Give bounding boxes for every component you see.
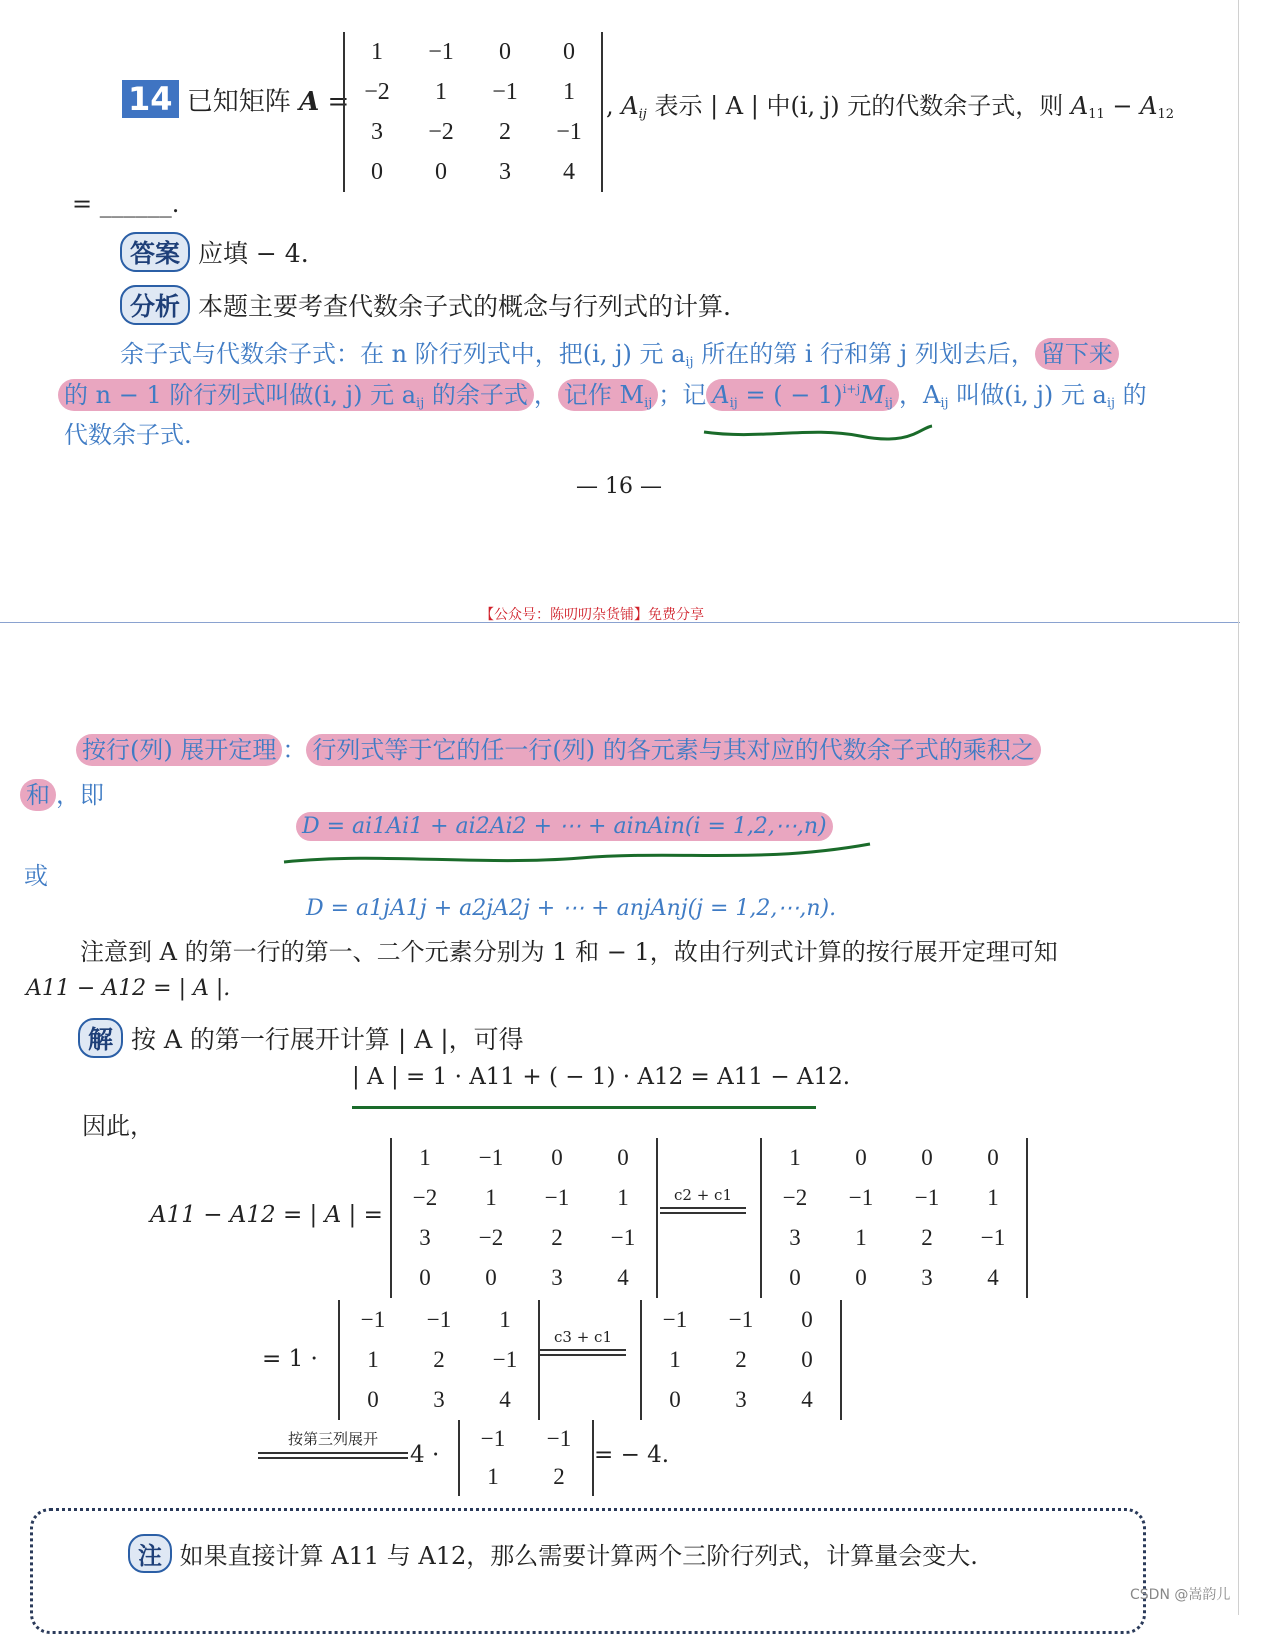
answer-text: 应填 − 4. — [197, 239, 309, 268]
matrix-cell: −2 — [478, 1225, 504, 1250]
analysis-line — [120, 285, 731, 325]
analysis-label: 分析 — [120, 285, 190, 325]
matrix-cell: 3 — [735, 1387, 747, 1412]
remark-label: 注 — [128, 1534, 172, 1573]
matrix-row — [391, 1138, 657, 1178]
matrix-row — [459, 1458, 593, 1496]
problem-blank: = ______. — [72, 190, 180, 218]
green-underline-3 — [352, 1106, 816, 1109]
matrix-cell: 3 — [921, 1265, 933, 1290]
matrix-row — [641, 1300, 841, 1340]
remark-text: 如果直接计算 A11 与 A12，那么需要计算两个三阶行列式，计算量会变大. — [179, 1542, 978, 1570]
theorem-formula-1: D = ai1Ai1 + ai2Ai2 + ⋯ + ainAin(i = 1,2,⋯,n) — [296, 814, 833, 839]
solution-lhs: A11 − A12 = | A | = — [150, 1202, 383, 1228]
matrix-cell: 0 — [371, 158, 383, 185]
matrix-row — [339, 1340, 539, 1380]
theorem-highlight-c: 和 — [20, 779, 56, 811]
matrix-row — [761, 1138, 1027, 1178]
matrix-row — [344, 152, 602, 192]
highlight-1: 留下来 — [1035, 338, 1119, 370]
matrix-cell: −1 — [662, 1307, 688, 1332]
problem-intro: 已知矩阵 — [186, 87, 291, 117]
matrix-cell: 0 — [563, 38, 575, 65]
matrix-cell: 1 — [487, 1464, 499, 1489]
problem-header: 14 已知矩阵 A = — [122, 80, 349, 118]
column-op-2: c3 + c1 — [540, 1328, 626, 1356]
matrix-cell: 3 — [433, 1387, 445, 1412]
solution-text: 按 A 的第一行展开计算 | A |，可得 — [130, 1025, 524, 1054]
matrix-row — [761, 1258, 1027, 1298]
definition-line-3: 代数余子式. — [64, 421, 192, 449]
matrix-row — [344, 32, 602, 72]
matrix-cell: 0 — [669, 1387, 681, 1412]
matrix-cell: 1 — [485, 1185, 497, 1210]
answer-line — [120, 232, 309, 272]
matrix-cell: 0 — [855, 1265, 867, 1290]
matrix-cell: 2 — [921, 1225, 933, 1250]
matrix-cell: 0 — [921, 1145, 933, 1170]
matrix-cell: 3 — [551, 1265, 563, 1290]
solution-label: 解 — [78, 1018, 123, 1058]
matrix-cell: −1 — [544, 1185, 570, 1210]
csdn-credit: CSDN @嵩韵儿 — [1130, 1587, 1231, 1603]
theorem-line-2: 和 ，即 — [20, 775, 104, 810]
matrix-row — [641, 1340, 841, 1380]
matrix-cell: 1 — [789, 1145, 801, 1170]
determinant-3 — [338, 1300, 540, 1420]
matrix-cell: 4 — [987, 1265, 999, 1290]
matrix-cell: 2 — [551, 1225, 563, 1250]
matrix-row — [391, 1178, 657, 1218]
matrix-cell: 1 — [987, 1185, 999, 1210]
matrix-cell: 1 — [435, 78, 447, 105]
page-number: — 16 — — [576, 474, 662, 499]
matrix-cell: −1 — [610, 1225, 636, 1250]
theorem-highlight-a: 按行(列) 展开定理 — [76, 734, 282, 766]
matrix-cell: 1 — [855, 1225, 867, 1250]
highlight-4: $A_{ij}$ = ( − $1)^{i+j}M_{ij}$ — [706, 379, 899, 411]
matrix-row — [761, 1218, 1027, 1258]
matrix-cell: 4 — [801, 1387, 813, 1412]
analysis-text: 本题主要考查代数余子式的概念与行列式的计算. — [197, 292, 731, 321]
therefore: 因此， — [82, 1112, 154, 1140]
remark-line — [128, 1534, 978, 1573]
matrix-cell: 2 — [433, 1347, 445, 1372]
multiplier: 4 · — [410, 1442, 440, 1468]
matrix-cell: 1 — [563, 78, 575, 105]
matrix-cell: −2 — [428, 118, 454, 145]
expand-op: 按第三列展开 — [258, 1428, 408, 1459]
matrix-cell: 0 — [499, 38, 511, 65]
theorem-or: 或 — [24, 862, 48, 890]
highlight-3: 记作 $M_{ij}$ — [558, 379, 658, 411]
note-line-2: A11 − A12 = | A |. — [26, 976, 231, 1001]
problem-desc: 表示 | A | 中(i, j) 元的代数余子式，则 — [654, 92, 1064, 120]
matrix-cell: 1 — [669, 1347, 681, 1372]
matrix-cell: −1 — [426, 1307, 452, 1332]
matrix-cell: 3 — [419, 1225, 431, 1250]
definition-line-1: 余子式与代数余子式：在 n 阶行列式中，把(i, j) 元 $a_{ij}$ 所在的第 i 行和第 j 列划去后， 留下来 — [120, 334, 1119, 370]
matrix-cell: −1 — [728, 1307, 754, 1332]
matrix-cell: −1 — [546, 1426, 572, 1451]
matrix-row — [344, 112, 602, 152]
matrix-name: A — [299, 87, 320, 117]
matrix-cell: 3 — [499, 158, 511, 185]
matrix-cell: 0 — [617, 1145, 629, 1170]
matrix-cell: −1 — [848, 1185, 874, 1210]
theorem-formula-2: D = a1jA1j + a2jA2j + ⋯ + anjAnj(j = 1,2,⋯,n). — [306, 896, 837, 921]
theorem-line-1: 按行(列) 展开定理 ： 行列式等于它的任一行(列) 的各元素与其对应的代数余子式的乘积之 — [76, 730, 1041, 765]
definition-line-2: 的 n − 1 阶行列式叫做(i, j) 元 $a_{ij}$ 的余子式 ， 记作 $M_{ij}$ ；记 $A_{ij}$ = ( − $1)^{i+j}M_{ij}$ ，$A_{ij}$ 叫做(i, j) 元 $a_{ij}$ 的 — [58, 375, 1147, 411]
matrix-cell: 1 — [371, 38, 383, 65]
matrix-cell: 2 — [553, 1464, 565, 1489]
matrix-cell: −1 — [428, 38, 454, 65]
matrix-cell: −1 — [492, 78, 518, 105]
matrix-cell: −1 — [914, 1185, 940, 1210]
matrix-cell: −1 — [480, 1426, 506, 1451]
matrix-row — [761, 1178, 1027, 1218]
highlight-2: 的 n − 1 阶行列式叫做(i, j) 元 $a_{ij}$ 的余子式 — [58, 379, 534, 411]
matrix-cell: 0 — [551, 1145, 563, 1170]
matrix-a — [343, 32, 603, 192]
matrix-cell: 4 — [563, 158, 575, 185]
determinant-1 — [390, 1138, 658, 1298]
matrix-cell: −2 — [364, 78, 390, 105]
matrix-cell: 4 — [617, 1265, 629, 1290]
watermark: 【公众号：陈叨叨杂货铺】免费分享 — [480, 607, 704, 623]
matrix-cell: 1 — [419, 1145, 431, 1170]
matrix-cell: 2 — [499, 118, 511, 145]
matrix-row — [339, 1380, 539, 1420]
matrix-cell: −1 — [478, 1145, 504, 1170]
matrix-cell: −1 — [492, 1347, 518, 1372]
matrix-cell: 0 — [419, 1265, 431, 1290]
matrix-cell: 1 — [617, 1185, 629, 1210]
matrix-row — [339, 1300, 539, 1340]
matrix-cell: 0 — [435, 158, 447, 185]
matrix-cell: 0 — [789, 1265, 801, 1290]
matrix-cell: 1 — [367, 1347, 379, 1372]
matrix-cell: 0 — [485, 1265, 497, 1290]
green-underline-1 — [700, 418, 940, 448]
right-edge — [1238, 0, 1239, 1615]
matrix-cell: −2 — [412, 1185, 438, 1210]
theorem-highlight-b: 行列式等于它的任一行(列) 的各元素与其对应的代数余子式的乘积之 — [306, 734, 1040, 766]
answer-label: 答案 — [120, 232, 190, 272]
solution-line — [78, 1018, 524, 1058]
matrix-cell: 0 — [367, 1387, 379, 1412]
matrix-cell: 4 — [499, 1387, 511, 1412]
matrix-cell: 0 — [987, 1145, 999, 1170]
final-result: = − 4. — [594, 1442, 670, 1468]
problem-after: , $A_{ij}$ 表示 | A | 中(i, j) 元的代数余子式，则 $A_{11} - A_{12}$ — [606, 92, 1175, 122]
matrix-cell: −1 — [980, 1225, 1006, 1250]
matrix-cell: 3 — [789, 1225, 801, 1250]
note-line-1: 注意到 A 的第一行的第一、二个元素分别为 1 和 − 1，故由行列式计算的按行展开定理可知 — [80, 938, 1058, 966]
matrix-cell: −2 — [782, 1185, 808, 1210]
solution-equation: | A | = 1 · A11 + ( − 1) · A12 = A11 − A12. — [352, 1064, 851, 1090]
matrix-cell: 0 — [801, 1307, 813, 1332]
matrix-row — [641, 1380, 841, 1420]
matrix-cell: 1 — [499, 1307, 511, 1332]
matrix-row — [391, 1258, 657, 1298]
matrix-row — [459, 1420, 593, 1458]
determinant-5 — [458, 1420, 594, 1496]
determinant-2 — [760, 1138, 1028, 1298]
matrix-cell: −1 — [360, 1307, 386, 1332]
matrix-cell: 3 — [371, 118, 383, 145]
column-op-1: c2 + c1 — [660, 1186, 746, 1214]
problem-number: 14 — [122, 80, 179, 118]
matrix-cell: 0 — [801, 1347, 813, 1372]
matrix-cell: 0 — [855, 1145, 867, 1170]
matrix-row — [344, 72, 602, 112]
matrix-cell: 2 — [735, 1347, 747, 1372]
determinant-4 — [640, 1300, 842, 1420]
equals-one: = 1 · — [262, 1346, 318, 1372]
matrix-cell: −1 — [556, 118, 582, 145]
matrix-row — [391, 1218, 657, 1258]
page-divider — [0, 622, 1240, 623]
green-underline-2 — [280, 838, 880, 872]
